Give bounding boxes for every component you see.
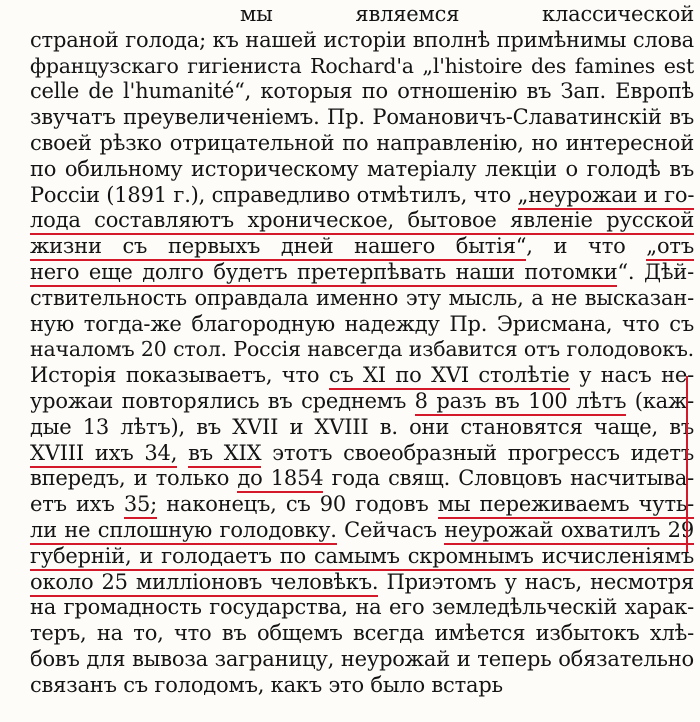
text-line bbox=[30, 260, 694, 286]
text-segment: впередъ, и только bbox=[30, 466, 238, 491]
underlined-phrase: мы переживаемъ чуть- bbox=[438, 492, 694, 519]
text-line bbox=[30, 647, 694, 673]
text-segment: “. Дѣй- bbox=[617, 259, 694, 284]
text-line bbox=[30, 337, 694, 363]
text-segment: наконецъ, съ 90 годовъ bbox=[157, 492, 438, 517]
text-segment: (каж- bbox=[626, 388, 694, 413]
text-segment: Сейчасъ bbox=[336, 517, 445, 542]
text-line bbox=[30, 466, 694, 492]
text-line bbox=[30, 312, 694, 338]
text-segment bbox=[177, 441, 188, 465]
underlined-phrase: него еще долго будетъ претерпѣвать наши потомки bbox=[30, 260, 617, 287]
text-segment: звучатъ преувеличеніемъ. Пр. Романовичъ-Славатинскій въ bbox=[30, 105, 694, 130]
text-line bbox=[30, 441, 694, 467]
underlined-phrase: XVIII ихъ 34, bbox=[30, 441, 177, 468]
text-line bbox=[30, 54, 694, 80]
text-line bbox=[30, 79, 694, 105]
text-line bbox=[30, 105, 694, 131]
text-line bbox=[30, 157, 694, 183]
text-segment: связанъ съ голодомъ, какъ это было встарь bbox=[30, 672, 503, 697]
text-segment: Россіи (1891 г.), справедливо отмѣтилъ, что bbox=[30, 182, 518, 207]
text-segment: урожаи повторялись въ среднемъ bbox=[30, 388, 415, 413]
text-line bbox=[30, 2, 694, 28]
underlined-phrase: „отъ bbox=[646, 234, 694, 261]
text-segment: дые 13 лѣтъ), въ XVII и XVIII в. они становятся чаще, въ bbox=[30, 414, 694, 439]
text-segment: ствительность оправдала именно эту мысль, а не высказан- bbox=[30, 285, 694, 310]
text-segment: на громадность государства, на его земледѣльческій харак- bbox=[30, 595, 694, 620]
page-text bbox=[30, 2, 694, 699]
text-segment: французскаго гигіениста Rochard'а „l'histoire des famines est bbox=[30, 53, 694, 78]
underlined-phrase: до 1854 bbox=[237, 466, 323, 493]
text-segment: етъ ихъ bbox=[30, 492, 124, 517]
underlined-phrase: 8 разъ въ 100 лѣтъ bbox=[415, 389, 627, 416]
text-line bbox=[30, 415, 694, 441]
text-line bbox=[30, 286, 694, 312]
text-line bbox=[30, 570, 694, 596]
text-line bbox=[30, 131, 694, 157]
underlined-phrase: лода составляютъ хроническое, бытовое явленіе русской bbox=[30, 208, 694, 235]
text-line bbox=[30, 389, 694, 415]
underlined-phrase: неурожай охватилъ 29 bbox=[444, 518, 694, 545]
text-segment: у насъ не- bbox=[569, 363, 694, 388]
underlined-phrase: жизни съ первыхъ дней нашего бытія“ bbox=[30, 234, 526, 261]
text-segment: страной голода; къ нашей исторіи вполнѣ примѣнимы слова bbox=[30, 27, 694, 52]
underlined-phrase: около 25 милліоновъ человѣкъ. bbox=[30, 570, 378, 597]
underlined-phrase: съ XI по XVI столѣтіе bbox=[329, 363, 570, 390]
text-line bbox=[30, 363, 694, 389]
text-segment: Приэтомъ у насъ, несмотря bbox=[378, 569, 694, 594]
text-segment: этотъ своеобразный прогрессъ идетъ bbox=[261, 440, 694, 465]
text-segment: своей рѣзко отрицательной по направленію, но интересной bbox=[30, 130, 694, 155]
text-line bbox=[30, 492, 694, 518]
underlined-phrase: въ XIX bbox=[188, 441, 261, 468]
text-segment: Исторія показываетъ, что bbox=[30, 363, 329, 388]
underlined-phrase: ли не сплошную голодовку. bbox=[30, 518, 337, 545]
text-line bbox=[30, 234, 694, 260]
underlined-phrase: „неурожаи и го- bbox=[518, 183, 695, 210]
text-line bbox=[30, 621, 694, 647]
text-segment: теръ, на то, что въ общемъ всегда имѣется избытокъ хлѣ- bbox=[30, 621, 694, 646]
text-segment: , и что bbox=[526, 234, 647, 259]
text-segment: началомъ 20 стол. Россія навсегда избавится отъ голодовокъ. bbox=[30, 337, 694, 362]
text-segment: ную тогда-же благородную надежду Пр. Эрисмана, что съ bbox=[30, 311, 694, 336]
text-line bbox=[30, 673, 694, 699]
text-line bbox=[30, 208, 694, 234]
text-segment: celle de l'humanité“, которыя по отношенію въ Зап. Европѣ bbox=[30, 79, 694, 104]
underlined-phrase: губерній, и голодаетъ по самымъ скромнымъ исчисленіямъ bbox=[30, 544, 694, 571]
margin-sidebar-mark bbox=[686, 376, 688, 552]
text-line bbox=[30, 595, 694, 621]
text-line bbox=[30, 183, 694, 209]
text-segment: по обильному историческому матеріалу лекціи о голодѣ въ bbox=[30, 156, 694, 181]
underlined-phrase: 35; bbox=[124, 492, 157, 519]
text-segment: бовъ для вывоза заграницу, неурожай и теперь обязательно bbox=[30, 646, 694, 671]
text-line bbox=[30, 518, 694, 544]
text-line bbox=[30, 28, 694, 54]
text-segment: мы являемся классической bbox=[240, 2, 694, 26]
text-line bbox=[30, 544, 694, 570]
text-segment: года свящ. Словцовъ насчитыва- bbox=[323, 466, 694, 491]
